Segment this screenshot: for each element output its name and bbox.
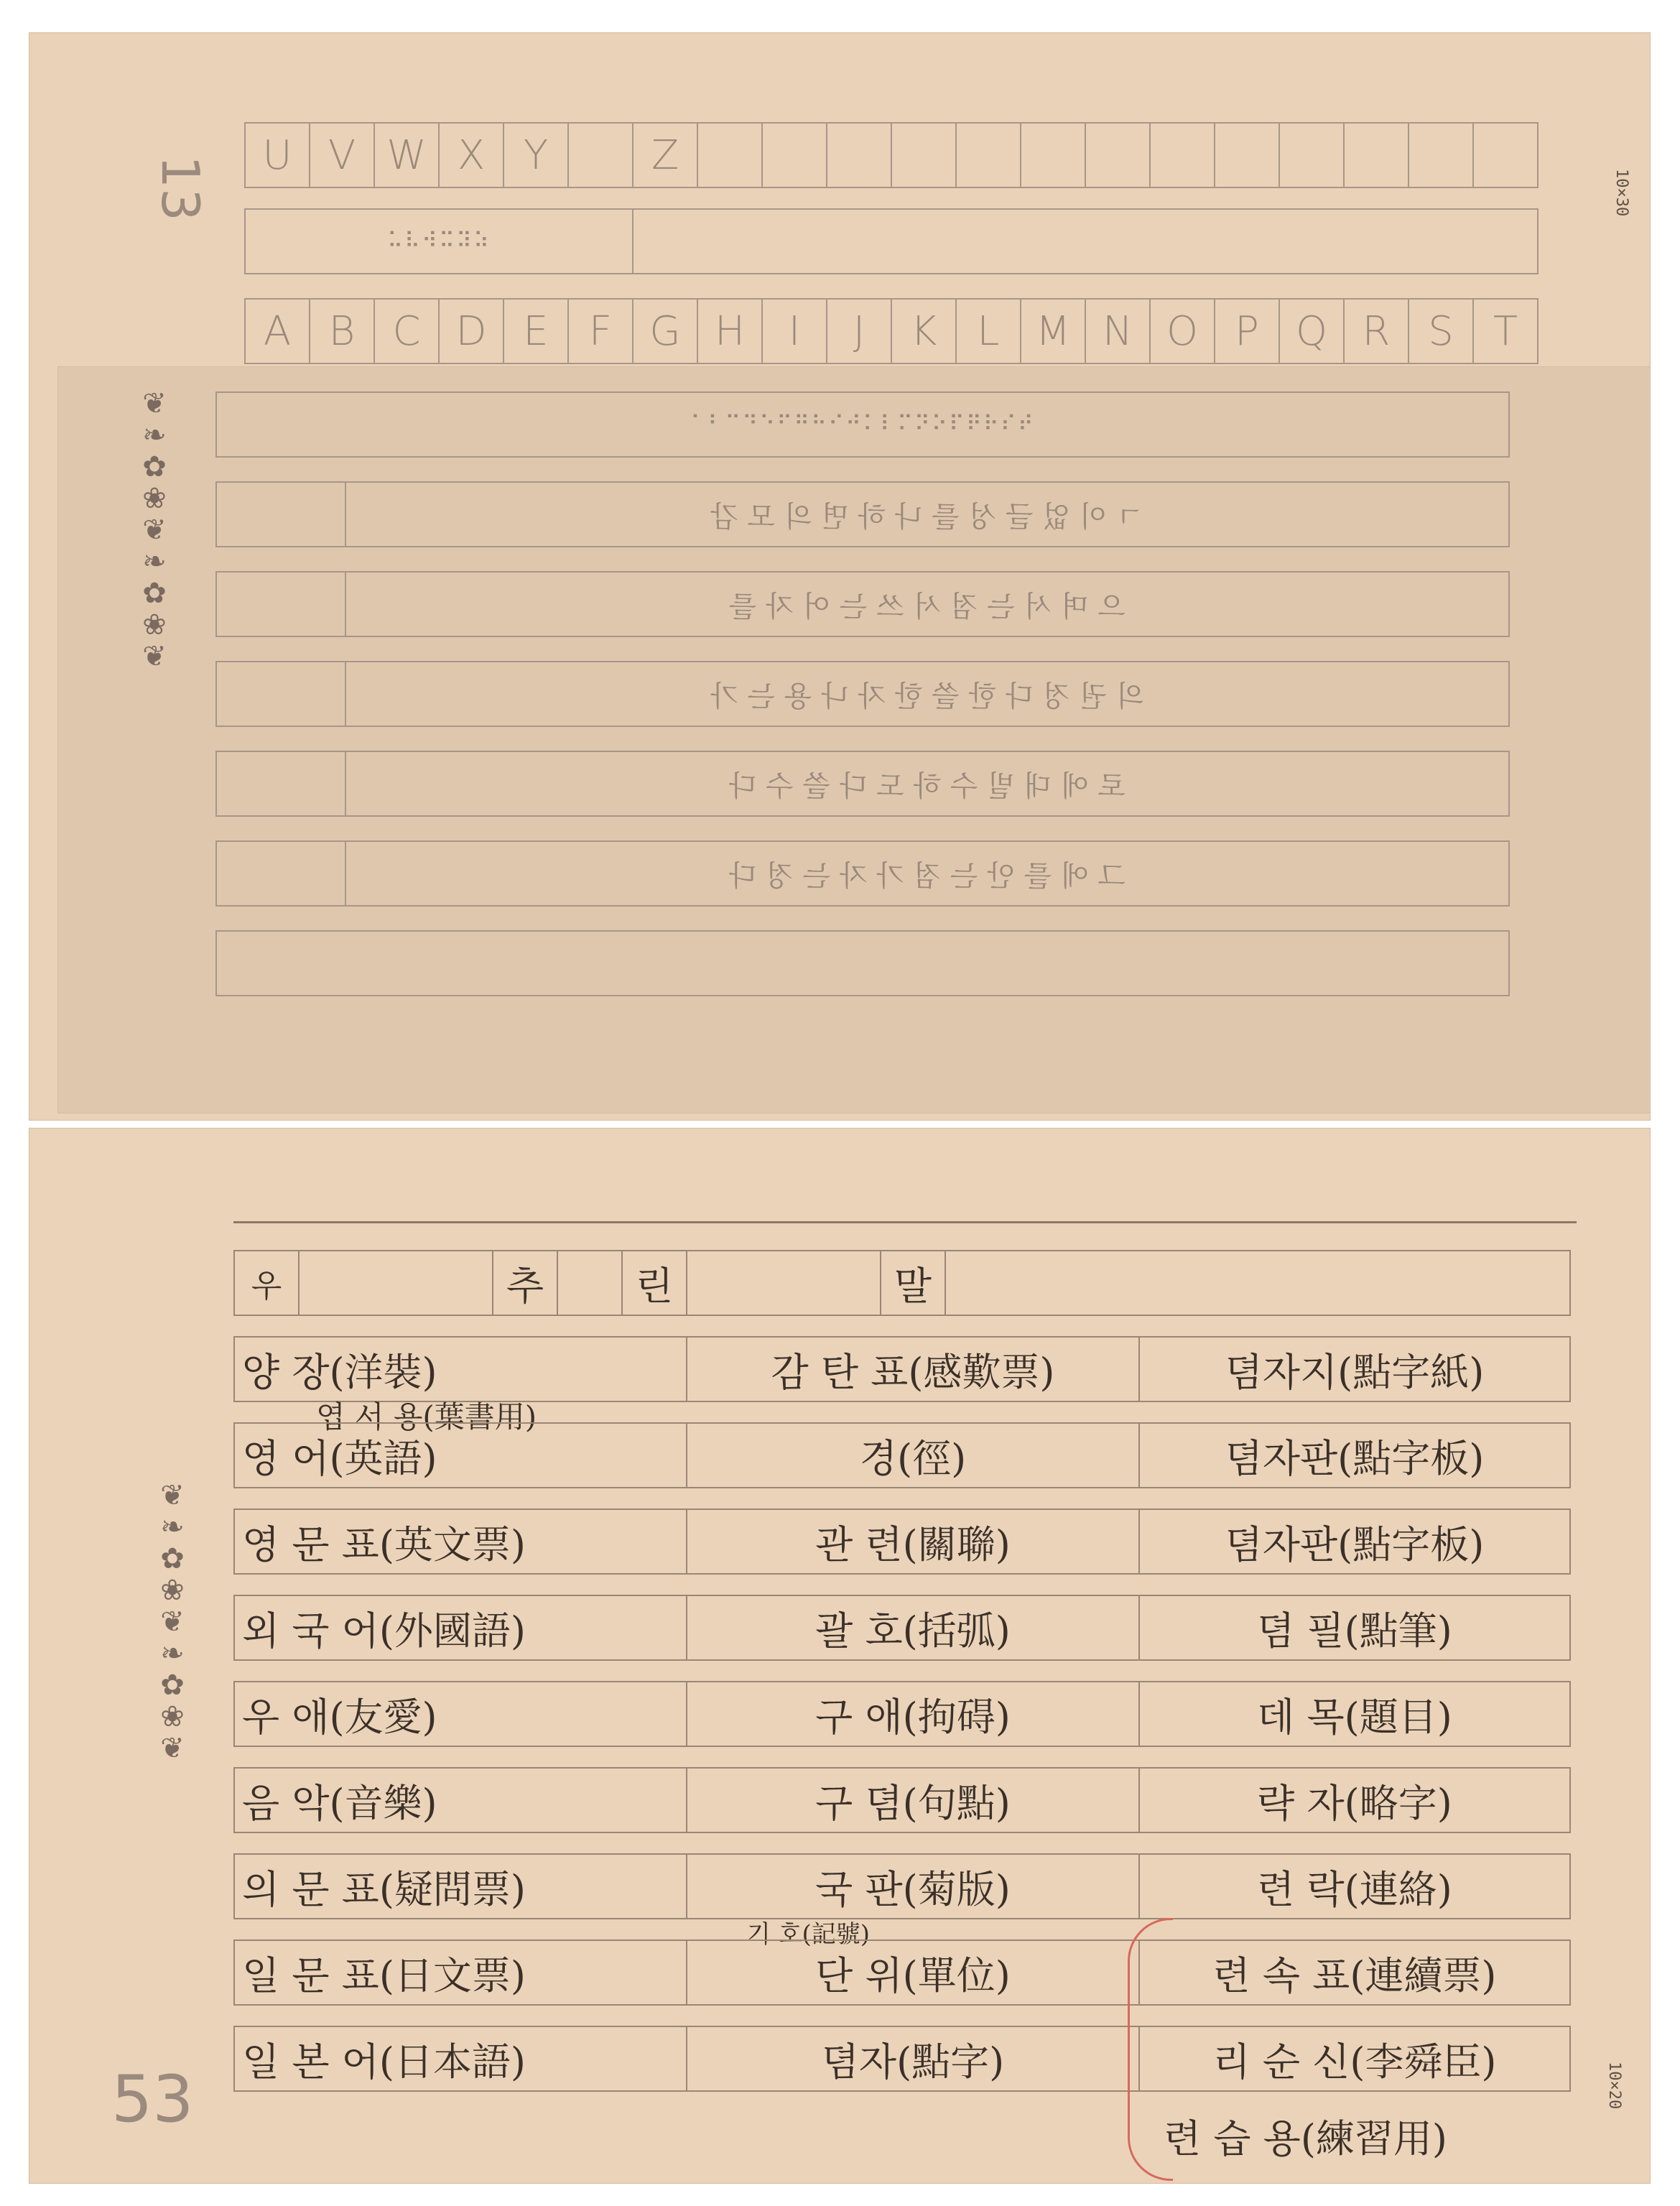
letter-cell: O: [1149, 298, 1215, 364]
grid-block: [686, 1250, 881, 1316]
letter-cell: T: [1472, 298, 1539, 364]
entry-cell-2: 국 판(菊版): [686, 1853, 1140, 1919]
empty-cell: [632, 208, 1539, 274]
letter-cell: F: [567, 298, 634, 364]
header-cell: 우: [233, 1250, 300, 1316]
entry-cell-2: 괄 호(括弧): [686, 1595, 1140, 1661]
letter-cell: Q: [1278, 298, 1345, 364]
page-mark-lower: 53: [111, 2062, 194, 2137]
entry-cell-3: 데 목(題目): [1138, 1681, 1571, 1747]
letter-cell: D: [438, 298, 504, 364]
grid-block: [215, 571, 346, 637]
entry-cell-1: 외 국 어(外國語): [233, 1595, 687, 1661]
overlay-sheet: [57, 366, 1651, 1113]
grid-block: [215, 661, 346, 727]
entry-cell-2: 단 위(單位): [686, 1939, 1140, 2006]
insert-note: 련 습 용(練習用): [1164, 2116, 1447, 2161]
letter-cell: K: [891, 298, 957, 364]
entry-cell-3: 뎜자지(點字紙): [1138, 1336, 1571, 1402]
entry-cell-1: 영 어(英語): [233, 1422, 687, 1488]
empty-cell: [1278, 122, 1345, 188]
letter-cell: R: [1343, 298, 1409, 364]
letter-cell: H: [697, 298, 763, 364]
letter-cell: L: [955, 298, 1021, 364]
letter-cell: M: [1020, 298, 1086, 364]
mirrored-text: 의 권 정 다 한 쓸 한 자 나 용 는 가: [345, 661, 1510, 727]
empty-cell: [697, 122, 763, 188]
entry-cell-3: 략 자(略字): [1138, 1767, 1571, 1833]
floral-ornament-icon: ❦ ❧ ✿ ❀ ❦ ❧ ✿ ❀ ❦: [142, 387, 167, 673]
entry-cell-3: 뎜자판(點字板): [1138, 1422, 1571, 1488]
letter-cell: C: [373, 298, 440, 364]
letter-cell: [567, 122, 634, 188]
entry-cell-1: 일 문 표(日文票): [233, 1939, 687, 2006]
entry-cell-3: 련 속 표(連續票): [1138, 1939, 1571, 2006]
entry-cell-2: 구 뎜(句點): [686, 1767, 1140, 1833]
mirrored-text: ㄱ 이 없 글 성 를 나 하 면 의 모 감: [345, 481, 1510, 547]
header-cell: 린: [621, 1250, 687, 1316]
empty-cell: [955, 122, 1021, 188]
grid-block: [298, 1250, 493, 1316]
empty-cell: [891, 122, 957, 188]
lower-sheet: [29, 1128, 1651, 2184]
braille-strip: ⠁⠃⠉⠙⠑⠋⠛⠓⠊⠚⠅⠇⠍⠝⠕⠏⠟⠗⠎⠞: [215, 391, 1510, 458]
grid-block: [945, 1250, 1571, 1316]
empty-cell: [1214, 122, 1280, 188]
empty-cell: [1343, 122, 1409, 188]
letter-cell: B: [309, 298, 375, 364]
grid-block: [215, 930, 1510, 996]
header-cell: 추: [492, 1250, 558, 1316]
letter-cell: G: [632, 298, 698, 364]
entry-cell-1: 양 장(洋裝): [233, 1336, 687, 1402]
letter-cell: X: [438, 122, 504, 188]
entry-cell-1: 일 본 어(日本語): [233, 2026, 687, 2092]
entry-cell-1: 영 문 표(英文票): [233, 1508, 687, 1575]
grid-block: [215, 751, 346, 817]
grid-block: [215, 840, 346, 907]
header-cell: 말: [880, 1250, 946, 1316]
entry-cell-2: 관 련(關聯): [686, 1508, 1140, 1575]
empty-cell: [1149, 122, 1215, 188]
mirrored-text: 그 에 를 안 는 점 가 자 는 정 다: [345, 840, 1510, 907]
floral-ornament-icon: ❦ ❧ ✿ ❀ ❦ ❧ ✿ ❀ ❦: [160, 1479, 185, 1765]
empty-cell: [1020, 122, 1086, 188]
insert-note: 엽 서 용(葉書用): [316, 1399, 537, 1435]
size-label-upper: 10×30: [1612, 169, 1630, 217]
letter-cell: U: [244, 122, 310, 188]
entry-cell-2: 감 탄 표(感歎票): [686, 1336, 1140, 1402]
empty-cell: [761, 122, 827, 188]
insert-note: 기 호(記號): [747, 1920, 871, 1949]
entry-cell-1: 의 문 표(疑問票): [233, 1853, 687, 1919]
entry-cell-1: 우 애(友愛): [233, 1681, 687, 1747]
empty-cell: [1408, 122, 1474, 188]
mirrored-text: 로 에 대 빌 수 하 도 다 쓸 수 다: [345, 751, 1510, 817]
letter-cell: E: [503, 298, 569, 364]
page-mark-upper: 13: [149, 155, 210, 221]
letter-cell: V: [309, 122, 375, 188]
grid-block: [215, 481, 346, 547]
entry-cell-3: 리 순 신(李舜臣): [1138, 2026, 1571, 2092]
braille-strip: ⠥⠧⠺⠭⠽⠵: [244, 208, 634, 274]
letter-cell: P: [1214, 298, 1280, 364]
entry-cell-3: 련 락(連絡): [1138, 1853, 1571, 1919]
empty-cell: [1085, 122, 1151, 188]
letter-cell: A: [244, 298, 310, 364]
entry-cell-2: 경(徑): [686, 1422, 1140, 1488]
top-rule: [233, 1221, 1577, 1223]
letter-cell: Z: [632, 122, 698, 188]
entry-cell-3: 뎜 필(點筆): [1138, 1595, 1571, 1661]
empty-cell: [826, 122, 892, 188]
mirrored-text: 으 며 서 는 점 서 쓰 는 어 자 를: [345, 571, 1510, 637]
letter-cell: I: [761, 298, 827, 364]
letter-cell: Y: [503, 122, 569, 188]
letter-cell: W: [373, 122, 440, 188]
entry-cell-2: 구 애(拘碍): [686, 1681, 1140, 1747]
empty-cell: [1472, 122, 1539, 188]
entry-cell-3: 뎜자판(點字板): [1138, 1508, 1571, 1575]
entry-cell-1: 음 악(音樂): [233, 1767, 687, 1833]
size-label-lower: 10×20: [1605, 2062, 1623, 2110]
entry-cell-2: 뎜자(點字): [686, 2026, 1140, 2092]
grid-block: [557, 1250, 623, 1316]
letter-cell: J: [826, 298, 892, 364]
letter-cell: N: [1085, 298, 1151, 364]
letter-cell: S: [1408, 298, 1474, 364]
